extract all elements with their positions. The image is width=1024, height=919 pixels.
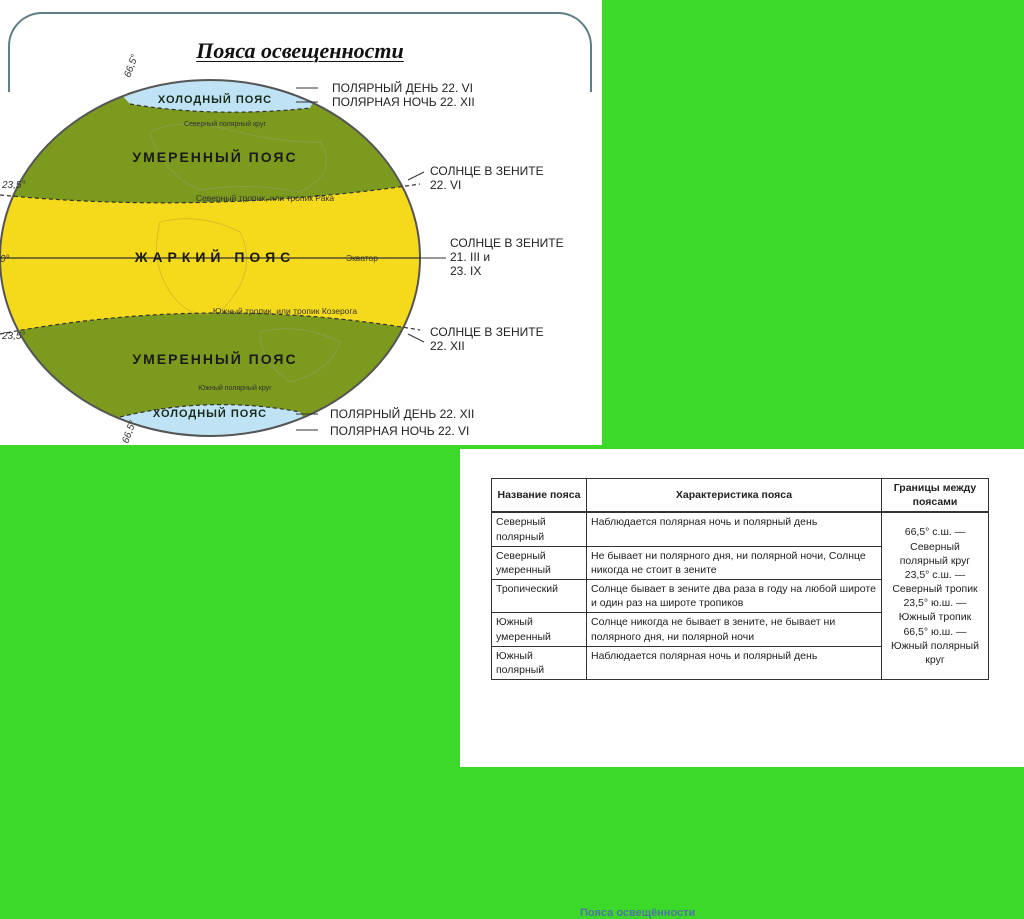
zone-temperate-south: УМЕРЕННЫЙ ПОЯС bbox=[132, 351, 298, 367]
latitude-66-south: 66,5° bbox=[120, 419, 139, 446]
row-name: Северный полярный bbox=[492, 512, 587, 546]
line-tropic-north: Северный тропик, или тропик Рака bbox=[195, 193, 335, 203]
row-name: Южный полярный bbox=[492, 646, 587, 679]
latitude-23-north: 23,5° bbox=[2, 180, 26, 191]
row-name: Тропический bbox=[492, 580, 587, 613]
label-polar-night-north: ПОЛЯРНАЯ НОЧЬ 22. XII bbox=[332, 95, 475, 109]
zone-cold-south: ХОЛОДНЫЙ ПОЯС bbox=[152, 408, 268, 420]
label-zenith-2a: СОЛНЦЕ В ЗЕНИТЕ bbox=[450, 236, 564, 250]
label-polar-night-south: ПОЛЯРНАЯ НОЧЬ 22. VI bbox=[330, 424, 470, 438]
line-equator: Экватор bbox=[345, 253, 379, 263]
row-desc: Наблюдается полярная ночь и полярный день bbox=[587, 512, 882, 546]
row-desc: Солнце бывает в зените два раза в году на любой широте и один раз на широте тропиков bbox=[587, 580, 882, 613]
row-desc: Наблюдается полярная ночь и полярный день bbox=[587, 646, 882, 679]
table-title: Пояса освещённости bbox=[580, 907, 696, 919]
line-arctic-circle: Северный полярный круг bbox=[183, 121, 267, 128]
zone-temperate-north: УМЕРЕННЫЙ ПОЯС bbox=[132, 149, 298, 165]
label-zenith-2b: 21. III и bbox=[450, 250, 491, 264]
borders-cell: 66,5° с.ш. — Северный полярный круг 23,5° с.ш. — Северный тропик 23,5° ю.ш. — Южный тропик 66,5° ю.ш. — Южный полярный круг bbox=[882, 512, 989, 679]
table-row bbox=[492, 512, 989, 546]
label-polar-day-north: ПОЛЯРНЫЙ ДЕНЬ 22. VI bbox=[332, 81, 473, 95]
latitude-zero: 0° bbox=[0, 254, 10, 265]
label-zenith-3b: 22. XII bbox=[430, 339, 465, 353]
header-borders: Границы между поясами bbox=[882, 479, 989, 513]
diagram-title: Пояса освещенности bbox=[196, 38, 404, 63]
label-zenith-1b: 22. VI bbox=[430, 178, 462, 192]
label-zenith-2c: 23. IX bbox=[450, 264, 482, 278]
label-polar-day-south: ПОЛЯРНЫЙ ДЕНЬ 22. XII bbox=[330, 407, 475, 421]
header-desc: Характеристика пояса bbox=[587, 479, 882, 513]
label-zenith-1a: СОЛНЦЕ В ЗЕНИТЕ bbox=[430, 164, 544, 178]
line-tropic-south: Южный тропик, или тропик Козерога bbox=[212, 306, 358, 316]
row-desc: Солнце никогда не бывает в зените, не бывает ни полярного дня, ни полярной ночи bbox=[587, 613, 882, 646]
row-name: Южный умеренный bbox=[492, 613, 587, 646]
row-name: Северный умеренный bbox=[492, 546, 587, 579]
label-zenith-3a: СОЛНЦЕ В ЗЕНИТЕ bbox=[430, 325, 544, 339]
illumination-zones-table bbox=[491, 478, 989, 680]
line-antarctic-circle: Южный полярный круг bbox=[198, 385, 272, 392]
latitude-23-south: 23,5° bbox=[2, 331, 26, 342]
illumination-zones-diagram bbox=[0, 53, 602, 446]
header-name: Название пояса bbox=[492, 479, 587, 513]
row-desc: Не бывает ни полярного дня, ни полярной ночи, Солнце никогда не стоит в зените bbox=[587, 546, 882, 579]
zone-hot: ЖАРКИЙ ПОЯС bbox=[134, 249, 296, 265]
zone-cold-north: ХОЛОДНЫЙ ПОЯС bbox=[157, 94, 273, 106]
latitude-66-north: 66,5° bbox=[122, 53, 141, 80]
